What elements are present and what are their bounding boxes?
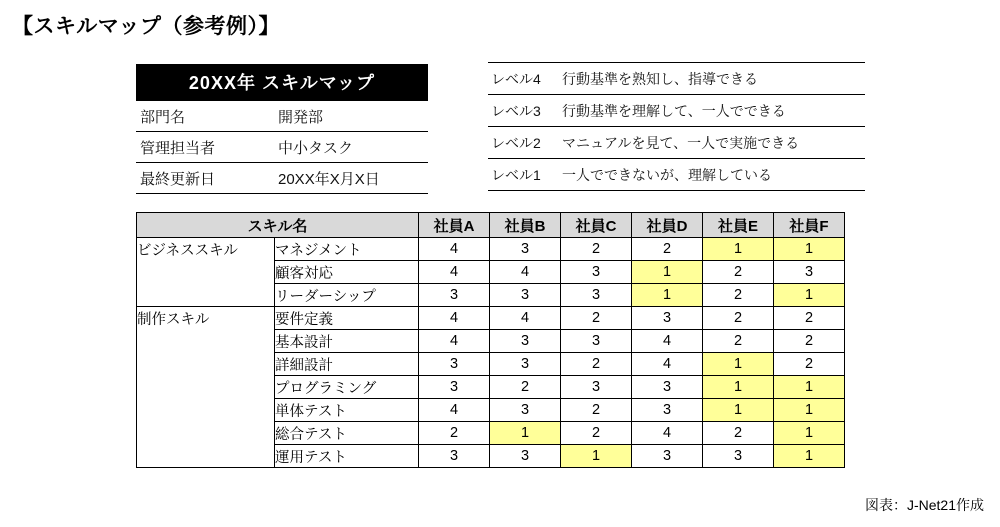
skill-name-cell: リーダーシップ [275, 284, 419, 307]
chart-credit: 図表：J-Net21作成 [864, 497, 984, 513]
skill-name-cell: 顧客対応 [275, 261, 419, 284]
table-row [137, 261, 845, 284]
skill-score-cell: 2 [561, 353, 632, 376]
table-row [137, 422, 845, 445]
skill-score-cell: 3 [419, 353, 490, 376]
skill-score-cell: 2 [703, 261, 774, 284]
skill-score-cell: 3 [490, 399, 561, 422]
table-row [137, 284, 845, 307]
table-body [137, 238, 845, 468]
skill-category-cell [137, 422, 275, 445]
skill-score-cell: 4 [632, 330, 703, 353]
skill-score-cell: 2 [561, 307, 632, 330]
skill-score-cell: 1 [774, 399, 845, 422]
skill-score-cell: 3 [561, 376, 632, 399]
skill-category-cell [137, 399, 275, 422]
skill-name-cell: プログラミング [275, 376, 419, 399]
column-header-employee-b: 社員B [490, 213, 561, 238]
skill-score-cell: 4 [490, 261, 561, 284]
legend-level-4-description: 行動基準を熟知し、指導できる [562, 70, 758, 87]
skill-category-cell: 制作スキル [137, 307, 275, 330]
skill-score-cell: 4 [490, 307, 561, 330]
skill-category-cell [137, 261, 275, 284]
skill-score-cell: 3 [490, 238, 561, 261]
skill-name-cell: 単体テスト [275, 399, 419, 422]
table-header-row [137, 213, 845, 238]
info-table-header: 20XX年 スキルマップ [136, 64, 428, 101]
skill-category-cell [137, 445, 275, 468]
skill-score-cell: 1 [490, 422, 561, 445]
skill-score-cell: 3 [774, 261, 845, 284]
skill-score-cell: 4 [419, 238, 490, 261]
skill-category-cell [137, 376, 275, 399]
table-row [137, 307, 845, 330]
skill-score-cell: 3 [561, 261, 632, 284]
skill-category-cell: ビジネススキル [137, 238, 275, 261]
skill-category-cell [137, 284, 275, 307]
legend-row-level1 [488, 159, 865, 191]
skill-matrix-table [136, 212, 845, 468]
skill-score-cell: 4 [632, 422, 703, 445]
skill-score-cell: 3 [490, 445, 561, 468]
skill-score-cell: 2 [703, 284, 774, 307]
skill-score-cell: 3 [419, 376, 490, 399]
table-row [137, 376, 845, 399]
info-label-last-updated: 最終更新日 [140, 170, 216, 188]
skill-score-cell: 4 [632, 353, 703, 376]
skill-score-cell: 3 [561, 330, 632, 353]
skill-score-cell: 2 [703, 422, 774, 445]
info-value-manager: 中小タスク [278, 139, 354, 157]
skill-category-cell [137, 330, 275, 353]
skill-score-cell: 3 [632, 445, 703, 468]
legend-level-2-description: マニュアルを見て、一人で実施できる [562, 134, 800, 151]
skill-score-cell: 3 [490, 284, 561, 307]
info-row-department [136, 101, 428, 132]
table-row [137, 399, 845, 422]
level-legend [488, 62, 865, 191]
legend-row-level2 [488, 127, 865, 159]
table-row [137, 330, 845, 353]
skill-score-cell: 2 [774, 353, 845, 376]
skill-score-cell: 3 [632, 376, 703, 399]
table-row [137, 238, 845, 261]
info-value-department: 開発部 [278, 108, 324, 126]
skill-score-cell: 2 [419, 422, 490, 445]
column-header-skill-name: スキル名 [137, 213, 419, 238]
info-value-last-updated: 20XX年X月X日 [278, 170, 380, 188]
legend-row-level4 [488, 62, 865, 95]
legend-level-3-label: レベル3 [491, 102, 541, 119]
column-header-employee-e: 社員E [703, 213, 774, 238]
skill-score-cell: 2 [703, 307, 774, 330]
skill-score-cell: 3 [632, 399, 703, 422]
legend-level-1-description: 一人でできないが、理解している [562, 166, 772, 183]
legend-level-4-label: レベル4 [491, 70, 541, 87]
skill-score-cell: 1 [703, 376, 774, 399]
column-header-employee-f: 社員F [774, 213, 845, 238]
skill-score-cell: 4 [419, 330, 490, 353]
skill-name-cell: 基本設計 [275, 330, 419, 353]
info-row-last-updated [136, 163, 428, 194]
skill-score-cell: 3 [419, 445, 490, 468]
legend-level-3-description: 行動基準を理解して、一人でできる [562, 102, 786, 119]
skill-score-cell: 2 [632, 238, 703, 261]
legend-level-1-label: レベル1 [491, 166, 541, 183]
column-header-employee-d: 社員D [632, 213, 703, 238]
skill-name-cell: 要件定義 [275, 307, 419, 330]
skill-score-cell: 1 [632, 284, 703, 307]
skill-score-cell: 1 [703, 399, 774, 422]
skill-score-cell: 4 [419, 261, 490, 284]
skill-score-cell: 1 [703, 238, 774, 261]
column-header-employee-c: 社員C [561, 213, 632, 238]
legend-row-level3 [488, 95, 865, 127]
skill-category-cell [137, 353, 275, 376]
skill-score-cell: 2 [490, 376, 561, 399]
skill-name-cell: 詳細設計 [275, 353, 419, 376]
skill-name-cell: 運用テスト [275, 445, 419, 468]
skill-score-cell: 1 [703, 353, 774, 376]
skill-score-cell: 3 [561, 284, 632, 307]
legend-level-2-label: レベル2 [491, 134, 541, 151]
table-row [137, 353, 845, 376]
skill-score-cell: 3 [490, 353, 561, 376]
skill-score-cell: 2 [561, 422, 632, 445]
skill-score-cell: 4 [419, 307, 490, 330]
skill-score-cell: 1 [632, 261, 703, 284]
skill-score-cell: 2 [561, 399, 632, 422]
skill-score-cell: 2 [774, 330, 845, 353]
skill-score-cell: 2 [703, 330, 774, 353]
skill-score-cell: 2 [774, 307, 845, 330]
column-header-employee-a: 社員A [419, 213, 490, 238]
skill-score-cell: 1 [774, 422, 845, 445]
skill-score-cell: 4 [419, 399, 490, 422]
skill-score-cell: 3 [632, 307, 703, 330]
info-label-department: 部門名 [140, 108, 186, 126]
info-row-manager [136, 132, 428, 163]
skill-score-cell: 3 [490, 330, 561, 353]
info-label-manager: 管理担当者 [140, 139, 216, 157]
skill-score-cell: 1 [774, 376, 845, 399]
skill-score-cell: 1 [774, 445, 845, 468]
skill-name-cell: マネジメント [275, 238, 419, 261]
page-title: 【スキルマップ（参考例）】 [12, 15, 280, 38]
skill-score-cell: 3 [419, 284, 490, 307]
skill-score-cell: 1 [774, 238, 845, 261]
skill-score-cell: 1 [561, 445, 632, 468]
skill-map-info-table [136, 64, 428, 194]
skill-score-cell: 2 [561, 238, 632, 261]
skill-score-cell: 3 [703, 445, 774, 468]
skill-score-cell: 1 [774, 284, 845, 307]
skill-name-cell: 総合テスト [275, 422, 419, 445]
table-row [137, 445, 845, 468]
